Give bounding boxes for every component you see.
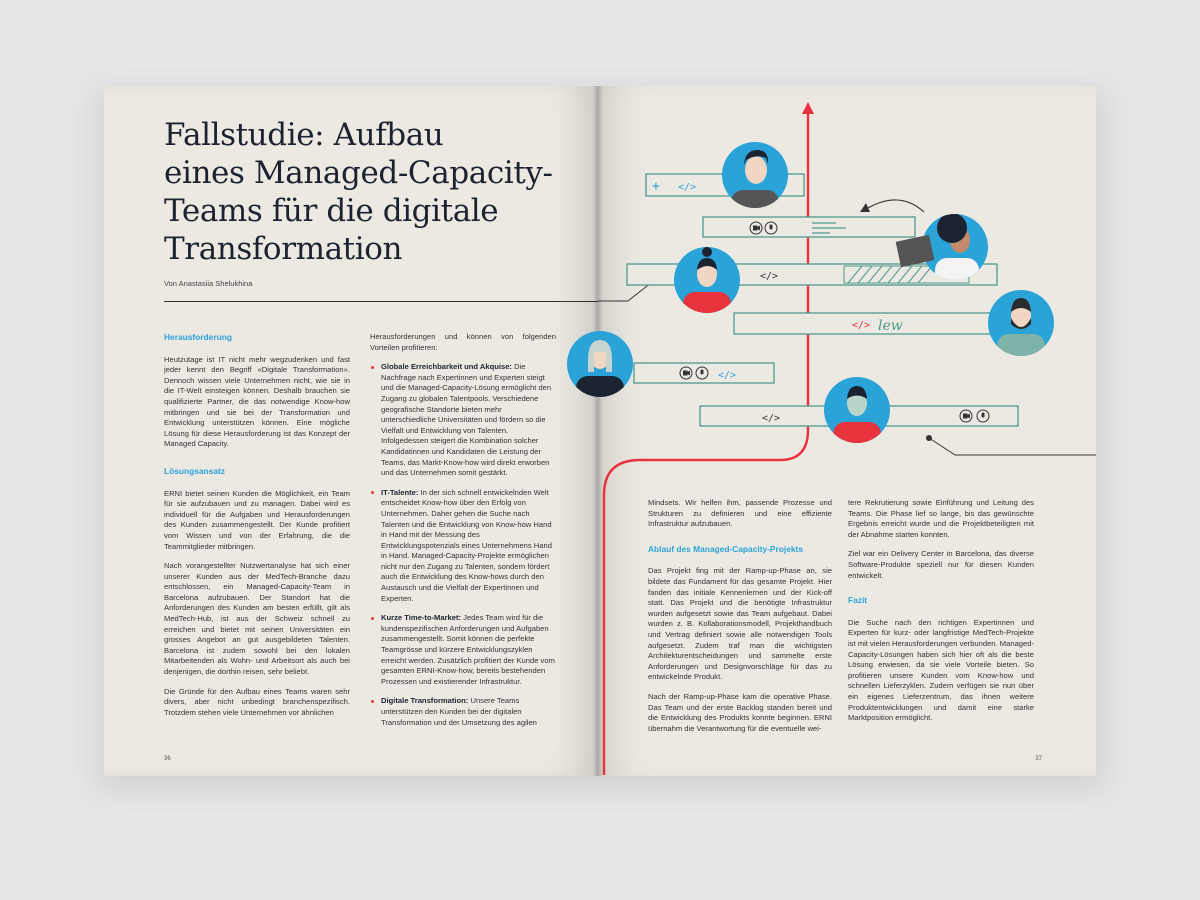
avatar bbox=[722, 142, 788, 220]
benefit-head: Kurze Time-to-Market: bbox=[381, 613, 462, 623]
avatar bbox=[567, 331, 633, 406]
paragraph-approach-1: ERNI bietet seinen Kunden die Möglichkeit, ein Team für sie aufzubauen und zu managen. Dabei wird es individuell für die Aufgaben und Herausforderungen des Kunden zusammengestellt. Der Kunde profitiert vom Wissen und von der Erfahrung, die die Teammitglieder mitbringen. bbox=[164, 488, 350, 551]
benefit-text: In der sich schnell entwickelnden Welt entscheidet Know-how über den Erfolg von Unternehmen. Daher gehen die Suche nach Talenten und die Entwicklung von Know-how Hand in Hand mit der Messung des Entwicklungspotenzials eines Unternehmens Hand in Hand. Managed-Capacity-Projekte ermöglichen nicht nur den Zugang zu Talenten, sondern fördert auch die Entwicklung des Know-hows durch den Austausch und die Vielfalt der Expertinnen und Experten. bbox=[381, 487, 552, 603]
paragraph-intro: Herausforderungen und können von folgenden Vorteilen profitieren: bbox=[370, 332, 556, 352]
benefit-text: Unsere Teams unterstützen den Kunden bei der digitalen Transformation und der Umsetzung des agilen bbox=[381, 696, 537, 727]
plus-glyph: + bbox=[652, 179, 660, 194]
code-icon: </> bbox=[762, 413, 781, 424]
avatar bbox=[988, 290, 1054, 364]
arrow-up-icon bbox=[802, 102, 814, 114]
signature: lew bbox=[878, 318, 903, 334]
heading-approach: Lösungsansatz bbox=[164, 465, 225, 476]
avatar bbox=[824, 377, 890, 452]
title-line-2: eines Managed-Capacity- bbox=[164, 155, 553, 191]
code-icon: </> bbox=[678, 182, 697, 193]
paragraph-approach-3: Die Gründe für den Aufbau eines Teams waren sehr divers, aber nicht unbedingt branchenspezifisch. Trotzdem stehen viele Unternehmen vor ähnlichen bbox=[164, 686, 350, 717]
paragraph-process-2: Nach der Ramp-up-Phase kam die operative Phase. Das Team und der erste Backlog standen bereit und die Entwicklung des Produkts konnte beginnen. ERNI übernahm die Verantwortung für die eventuelle wei- bbox=[648, 691, 832, 733]
growth-arrow bbox=[604, 112, 808, 775]
benefit-text: Jedes Team wird für die kundenspezifischen Anforderungen und Aufgaben zusammengestellt. Somit können die perfekte Teamgrösse und kürzere Entwicklungszyklen erreicht werden. Zusätzlich profitiert der Kunde vom gesamten ERNI-Know-how, bereits bestehenden Prozessen und existierender Infrastruktur. bbox=[381, 613, 555, 686]
heading-conclusion: Fazit bbox=[848, 595, 868, 606]
benefit-head: IT-Talente: bbox=[381, 487, 419, 497]
bar-2 bbox=[703, 217, 915, 237]
paragraph-continued: Mindsets. Wir helfen ihm, passende Prozesse und Strukturen zu definieren und eine effiziente Infrastruktur aufzubauen. bbox=[648, 498, 832, 529]
paragraph-challenge: Heutzutage ist IT nicht mehr wegzudenken und fast jeder kennt den Begriff «Digitale Transformation». Dennoch wissen viele Unternehmen nicht, wie sie in die IT-Welt einsteigen können. Deshalb brauchen sie qualifizierte Partner, die das notwendige Know-how mitbringen und sie bei der Transformation und Entwicklung unterstützen können. Eine mögliche Lösung für diese Herausforderung ist das Konzept der Managed Capacity. bbox=[164, 354, 350, 449]
code-icon: </> bbox=[718, 370, 737, 381]
paragraph-approach-2: Nach vorangestellter Nutzwertanalyse hat sich einer unserer Kunden aus der MedTech-Branche dazu entschlossen, ein Managed-Capacity-Team in Barcelona aufzubauen. Der Standort hat die Anforderungen des Kunden am besten erfüllt, gilt als MedTech-Hub, ist aus der Schweiz schnell zu erreichen und bietet mit seinen Universitäten ein grosses Angebot an gut ausgebildeten Talenten. Barcelona ist zudem sowohl bei den lokalen Mitarbeitenden als Wohn- und Arbeitsort als auch bei denjenigen, die dorthin reisen, sehr beliebt. bbox=[164, 561, 350, 677]
avatar bbox=[674, 247, 740, 322]
code-icon: </> bbox=[852, 320, 871, 331]
title-line-4: Transformation bbox=[164, 231, 403, 267]
heading-process: Ablauf des Managed-Capacity-Projekts bbox=[648, 543, 803, 554]
benefit-text: Die Nachfrage nach Expertinnen und Experten steigt und die Managed-Capacity-Lösung ermöglicht den Zugang zu globalen Talentpools. Verschiedene geografische Standorte bieten mehr unterschiedliche Universitäten und fördern so die Vielfalt und Entwicklung von Talenten. Infolgedessen steigert die Kombination solcher Kandidatinnen und Kandidaten die Leistung der Teams, das Markt-Know-how wird direkt erworben und das Unternehmen somit gestärkt. bbox=[381, 362, 552, 478]
paragraph-goal: Ziel war ein Delivery Center in Barcelona, das diverse Software-Produkte speziell nur für diesen Kunden entwickelt. bbox=[848, 549, 1034, 580]
benefit-head: Digitale Transformation: bbox=[381, 696, 469, 706]
paragraph-conclusion: Die Suche nach den richtigen Expertinnen und Experten für kurz- oder langfristige MedTech-Projekte ist mit vielen Herausforderungen verbunden. Managed-Capacity-Lösungen haben sich hier oft als die beste Lösung erwiesen, da sie viele Vorteile bieten. So profitieren unsere Kunden vom Know-how und schnellen Lieferzyklen. Zudem verfügen sie nun über ein eigenes Lieferzentrum, das ihnen weitere Produktentwicklungen und damit eine starke Marktposition ermöglicht. bbox=[848, 617, 1034, 723]
curve-arrow bbox=[868, 200, 924, 212]
page-number-right: 37 bbox=[1035, 756, 1042, 762]
page-number-left: 36 bbox=[164, 756, 171, 762]
paragraph-process-1: Das Projekt fing mit der Ramp-up-Phase an, sie bildete das Fundament für das gesamte Projekt. Hier fanden das initiale Kennenlernen und der Kick-off statt. Das Projekt und die benötigte Infrastruktur wurden aufgesetzt sowie das Team aufgebaut. Dabei wurden z. B. Kollaborationsmodell, Projekthandbuch und Vertrag definiert sowie alle notwendigen Tools aufgesetzt. Zudem traf man die wichtigsten Architekturentscheidungen und sammelte erste Anforderungen und Designvorschläge für das zu entwickelnde Produkt. bbox=[648, 566, 832, 682]
title-line-3: Teams für die digitale bbox=[164, 193, 499, 229]
benefit-head: Globale Erreichbarkeit und Akquise: bbox=[381, 362, 512, 372]
title-line-1: Fallstudie: Aufbau bbox=[164, 117, 444, 153]
author-line: Von Anastasiia Shelukhina bbox=[164, 279, 253, 288]
paragraph-continued-2: tere Rekrutierung sowie Einführung und Leitung des Teams. Die Phase lief so lange, bis das gewünschte Ergebnis erreicht wurde und die Projektbeteiligten mit der Abnahme starten konnten. bbox=[848, 498, 1034, 539]
heading-challenge: Herausforderung bbox=[164, 332, 232, 342]
bar-5 bbox=[634, 363, 774, 383]
code-icon: </> bbox=[760, 271, 779, 282]
